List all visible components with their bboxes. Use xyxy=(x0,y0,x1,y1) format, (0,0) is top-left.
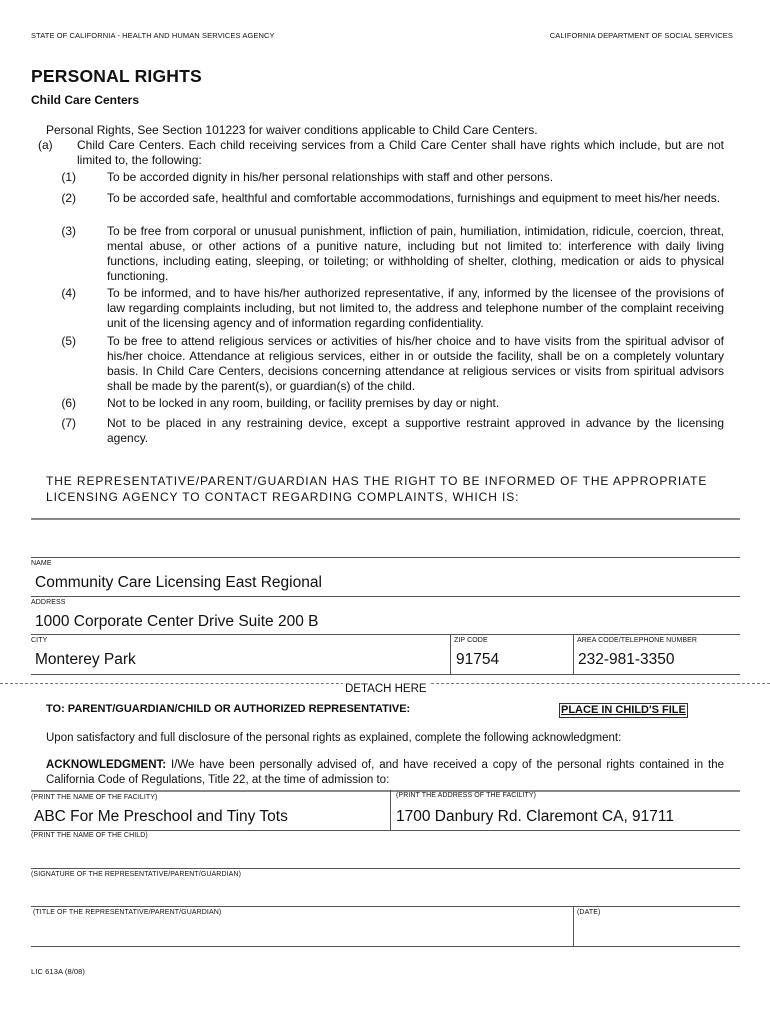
address-top-rule xyxy=(31,596,740,597)
zip-divider xyxy=(450,634,451,674)
section-a-text: Child Care Centers. Each child receiving services from a Child Care Center shall have rights which include, but are not limited to, the following: xyxy=(77,138,724,167)
right-6-number: (6) xyxy=(61,396,76,410)
notice-divider xyxy=(31,518,740,520)
agency-phone-label: AREA CODE/TELEPHONE NUMBER xyxy=(577,637,698,644)
agency-zip-label: ZIP CODE xyxy=(454,637,488,644)
agency-address-label: ADDRESS xyxy=(31,599,66,606)
right-2-number: (2) xyxy=(61,191,76,205)
facility-address-label: (PRINT THE ADDRESS OF THE FACILITY) xyxy=(396,792,537,799)
facility-divider xyxy=(390,790,391,830)
agency-name-label: NAME xyxy=(31,560,52,567)
page-title: PERSONAL RIGHTS xyxy=(31,66,202,86)
agency-header-right: CALIFORNIA DEPARTMENT OF SOCIAL SERVICES xyxy=(549,31,733,40)
right-1-number: (1) xyxy=(61,170,76,184)
phone-divider xyxy=(573,634,574,674)
title-top-rule xyxy=(31,906,740,907)
to-line: TO: PARENT/GUARDIAN/CHILD OR AUTHORIZED REPRESENTATIVE: xyxy=(46,703,411,715)
facility-name-field[interactable]: ABC For Me Preschool and Tiny Tots xyxy=(34,808,288,825)
date-divider xyxy=(573,906,574,946)
facility-name-label: (PRINT THE NAME OF THE FACILITY) xyxy=(31,794,158,801)
agency-bottom-rule xyxy=(31,674,740,675)
detach-here-label: DETACH HERE xyxy=(345,683,427,695)
right-2-text: To be accorded safe, healthful and comfortable accommodations, furnishings and equipment to meet his/her needs. xyxy=(107,191,721,205)
child-name-label: (PRINT THE NAME OF THE CHILD) xyxy=(31,832,148,839)
right-7-text: Not to be placed in any restraining device, except a supportive restraint approved in advance by the licensing agency. xyxy=(107,416,724,445)
city-top-rule xyxy=(31,634,740,635)
right-7-number: (7) xyxy=(61,416,76,430)
agency-header-left: STATE OF CALIFORNIA - HEALTH AND HUMAN SERVICES AGENCY xyxy=(31,31,275,40)
agency-address-field[interactable]: 1000 Corporate Center Drive Suite 200 B xyxy=(35,613,319,630)
acknowledgment-label: ACKNOWLEDGMENT: xyxy=(46,759,167,771)
agency-city-field[interactable]: Monterey Park xyxy=(35,651,136,668)
right-3-text: To be free from corporal or unusual punishment, infliction of pain, humiliation, intimidation, ridicule, coercion, threat, mental abuse, or other actions of a punitive nature, including but not limited to: interference with daily living functions, including eating, sleeping, or toileting; or withholding of shelter, clothing, medication or aids to physical functioning. xyxy=(107,224,724,283)
agency-phone-field[interactable]: 232-981-3350 xyxy=(578,651,675,668)
agency-city-label: CITY xyxy=(31,637,48,644)
child-top-rule xyxy=(31,830,740,831)
name-top-rule xyxy=(31,557,740,558)
intro-text: Personal Rights, See Section 101223 for waiver conditions applicable to Child Care Centers. xyxy=(46,123,538,137)
page-subtitle: Child Care Centers xyxy=(31,93,140,107)
representative-title-label: (TITLE OF THE REPRESENTATIVE/PARENT/GUARDIAN) xyxy=(33,909,222,916)
right-4-number: (4) xyxy=(61,286,76,300)
section-a-label: (a) xyxy=(38,138,53,152)
disclosure-text: Upon satisfactory and full disclosure of the personal rights as explained, complete the following acknowledgment: xyxy=(46,732,622,744)
place-in-file-label: PLACE IN CHILD'S FILE xyxy=(561,704,686,716)
signature-top-rule xyxy=(31,868,740,869)
facility-address-field[interactable]: 1700 Danbury Rd. Claremont CA, 91711 xyxy=(396,808,675,825)
form-id: LIC 613A (8/08) xyxy=(31,967,86,976)
acknowledgment-text: ACKNOWLEDGMENT: I/We have been personally advised of, and have received a copy of the personal rights contained in the California Code of Regulations, Title 22, at the time of admission to: xyxy=(46,759,724,786)
right-1-text: To be accorded dignity in his/her personal relationships with staff and other persons. xyxy=(107,170,554,184)
right-4-text: To be informed, and to have his/her authorized representative, if any, informed by the licensee of the provisions of law regarding complaints including, but not limited to, the address and telephone number of the complaint receiving unit of the licensing agency and of information regarding confidentiality. xyxy=(107,286,724,330)
right-6-text: Not to be locked in any room, building, or facility premises by day or night. xyxy=(107,396,500,410)
signature-label: (SIGNATURE OF THE REPRESENTATIVE/PARENT/GUARDIAN) xyxy=(31,871,241,878)
right-5-number: (5) xyxy=(61,334,76,348)
date-label: (DATE) xyxy=(577,909,601,916)
agency-zip-field[interactable]: 91754 xyxy=(456,651,500,668)
agency-name-field[interactable]: Community Care Licensing East Regional xyxy=(35,574,322,591)
right-5-text: To be free to attend religious services or activities of his/her choice and to have visits from the spiritual advisor of his/her choice. Attendance at religious services, either in or outside the facility, shall be on a completely voluntary basis. In Child Care Centers, decisions concerning attendance at religious services or visits from spiritual advisors shall be made by the parent(s), or guardian(s) of the child. xyxy=(107,334,724,393)
right-3-number: (3) xyxy=(61,224,76,238)
ack-bottom-rule xyxy=(31,946,740,947)
complaint-notice: THE REPRESENTATIVE/PARENT/GUARDIAN HAS THE RIGHT TO BE INFORMED OF THE APPROPRIATE LICENSING AGENCY TO CONTACT REGARDING COMPLAINTS, WHICH IS: xyxy=(46,474,708,504)
ack-top-rule xyxy=(31,790,740,792)
